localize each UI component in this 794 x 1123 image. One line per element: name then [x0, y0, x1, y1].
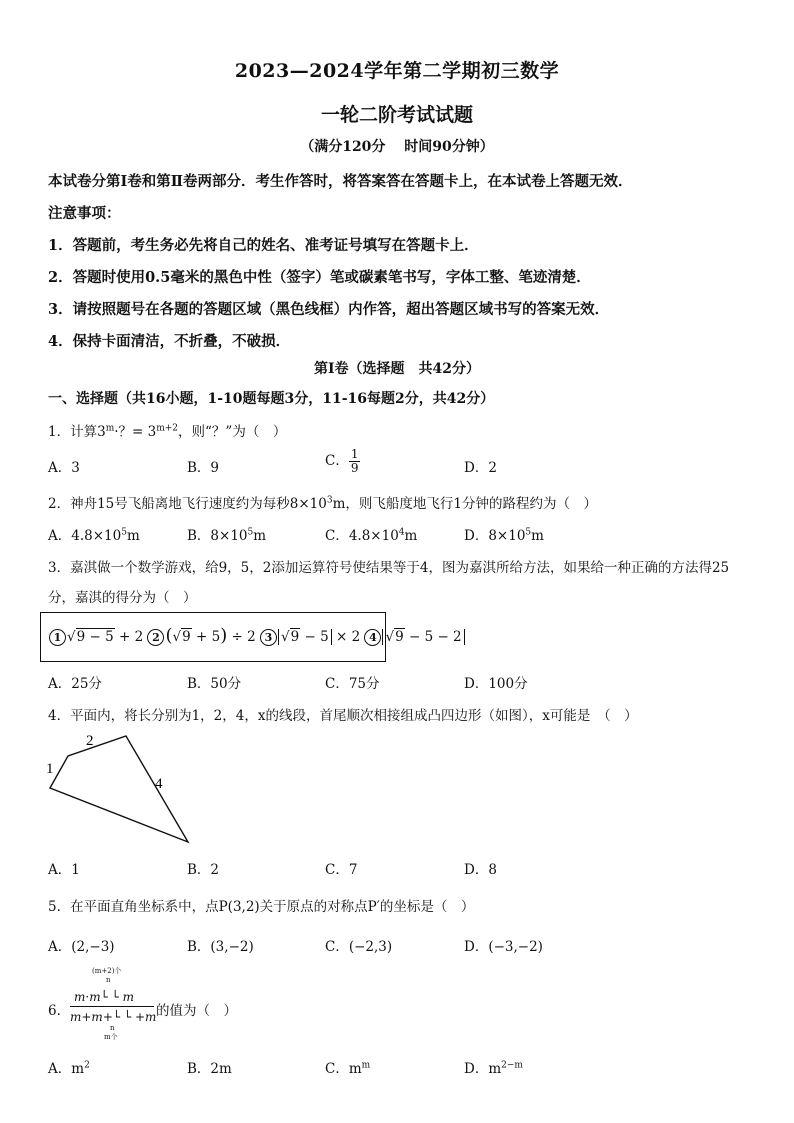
question-1-stem [48, 420, 286, 440]
q2-option-b[interactable] [187, 524, 266, 544]
q2-option-d[interactable] [464, 524, 544, 544]
question-2-stem [48, 492, 597, 512]
intro-text: 本试卷分第Ⅰ卷和第Ⅱ卷两部分．考生作答时，将答案答在答题卡上，在本试卷上答题无效． [48, 173, 633, 190]
question-3-line2: 分，嘉淇的得分为（ ） [48, 590, 197, 606]
q1-option-d[interactable]: D．2 [464, 460, 497, 476]
sup: 5 [121, 527, 127, 538]
q6-option-a[interactable] [48, 1057, 90, 1077]
label: D．8×10 [464, 528, 526, 544]
fraction-bar [70, 1006, 154, 1007]
q6-top-n: n [106, 976, 111, 984]
q2-option-a[interactable] [48, 524, 140, 544]
circled-4: 4 [364, 629, 381, 646]
expr-mid: − 5 − 2 [404, 629, 462, 645]
denominator: 9 [350, 461, 359, 475]
note-item: 3．请按照题号在各题的答题区域（黑色线框）内作答，超出答题区域书写的答案无效． [48, 301, 610, 318]
exam-title: 2023—2024学年第二学期初三数学 [234, 60, 560, 82]
q4-option-c[interactable]: C．7 [325, 862, 358, 878]
q6-numerator: m·m└ └ m [74, 990, 135, 1004]
exam-subtitle: 一轮二阶考试试题 [320, 104, 473, 126]
q3-option-c[interactable]: C．75分 [325, 676, 380, 692]
side-label-1: 1 [46, 761, 54, 777]
question-6-number: 6． [48, 1003, 71, 1019]
sup: 2 [84, 1060, 90, 1071]
q3-option-b[interactable]: B．50分 [187, 676, 242, 692]
q1-option-b[interactable]: B．9 [187, 460, 220, 476]
q1-sup2: m+2 [156, 423, 179, 434]
paren: ( [165, 625, 173, 646]
q3-option-a[interactable]: A．25分 [48, 676, 102, 692]
part1-title: 第Ⅰ卷（选择题 共42分） [313, 361, 481, 377]
expr-tail: + 2 [114, 629, 144, 645]
unit: m [404, 528, 418, 544]
note-item: 4．保持卡面清洁，不折叠，不破损． [48, 333, 291, 350]
q1-sup1: m [105, 423, 115, 434]
q4-option-d[interactable]: D．8 [464, 862, 497, 878]
side-label-2: 2 [86, 733, 94, 749]
q1-option-a[interactable]: A．3 [48, 460, 80, 476]
q6-top-label: (m+2)个 [92, 967, 122, 975]
expr-mid: − 5 [300, 629, 329, 645]
label: C．m [325, 1061, 362, 1077]
q4-option-b[interactable]: B．2 [187, 862, 220, 878]
q6-denominator: m+m+└ └ +m [70, 1010, 157, 1024]
question-5-stem: 5．在平面直角坐标系中，点P(3,2)关于原点的对称点P′的坐标是（ ） [48, 899, 475, 915]
numerator: 1 [350, 447, 359, 461]
q2-sup: 3 [326, 495, 333, 506]
q2-option-c[interactable] [325, 524, 417, 544]
q5-option-c[interactable]: C．(−2,3) [325, 939, 393, 955]
radicand: 9 [290, 629, 300, 645]
q6-option-b[interactable] [187, 1057, 232, 1077]
q1-option-c[interactable] [325, 448, 360, 475]
q5-option-a[interactable]: A．(2,−3) [48, 939, 115, 955]
unit: m [531, 528, 544, 544]
sup: 4 [398, 527, 405, 538]
section1-title: 一、选择题（共16小题，1-10题每题3分，11-16每题2分，共42分） [48, 391, 495, 407]
abs-value: √9 − 5 [278, 629, 332, 645]
q6-bottom-label: m个 [104, 1033, 118, 1041]
note-item: 2．答题时使用0.5毫米的黑色中性（签字）笔或碳素笔书写，字体工整、笔迹清楚． [48, 269, 591, 286]
fraction [349, 448, 361, 475]
q3-method-box [40, 612, 462, 662]
paren: ) [220, 625, 228, 646]
circled-3: 3 [260, 629, 277, 646]
q5-option-b[interactable]: B．(3,−2) [187, 939, 254, 955]
label: B．2m [187, 1061, 232, 1077]
radicand: 9 [395, 629, 404, 645]
expr-tail: ÷ 2 [227, 629, 256, 645]
question-4-stem: 4．平面内，将长分别为1，2，4，x的线段，首尾顺次相接组成凸四边形（如图），x可能是 （ ） [48, 708, 638, 724]
sup: m [361, 1060, 371, 1071]
notes-title: 注意事项： [48, 205, 121, 222]
q1-option-c-label: C． [325, 453, 349, 469]
score-time: （满分120分 时间90分钟） [300, 139, 494, 155]
circled-2: 2 [147, 629, 164, 646]
label: A．4.8×10 [48, 528, 122, 544]
quadrilateral [50, 736, 188, 842]
q6-bottom-n: n [110, 1024, 115, 1032]
q6-post: 的值为（ ） [156, 1003, 237, 1019]
q5-option-d[interactable]: D．(−3,−2) [464, 939, 543, 955]
q1-mid: ·？= 3 [114, 424, 157, 440]
abs-value: √9 − 5 − 2 [382, 629, 464, 645]
q4-quadrilateral-figure [40, 728, 200, 848]
radicand: 9 − 5 [76, 629, 114, 645]
expr-tail: × 2 [331, 629, 361, 645]
label: C．4.8×10 [325, 528, 399, 544]
q6-option-d[interactable] [464, 1057, 523, 1077]
q1-pre: 1．计算3 [48, 424, 106, 440]
q6-option-c[interactable] [325, 1057, 370, 1077]
q2-stem-pre: 2．神舟15号飞船离地飞行速度约为每秒8×10 [48, 496, 327, 512]
q1-post: ，则“？”为（ ） [178, 424, 287, 440]
q3-option-d[interactable]: D．100分 [464, 676, 528, 692]
label: B．8×10 [187, 528, 248, 544]
radical: √9 − 5 [67, 629, 114, 645]
label: D．m [464, 1061, 502, 1077]
note-item: 1．答题前，考生务必先将自己的姓名、准考证号填写在答题卡上． [48, 237, 479, 254]
question-3-line1: 3．嘉淇做一个数学游戏，给9，5，2添加运算符号使结果等于4，图为嘉淇所给方法，如果给一种正确的方法得25 [48, 560, 730, 576]
unit: m [253, 528, 267, 544]
q3-expressions: 1 √9 − 5 + 2 2 (√9 + 5) ÷ 2 3 √9 − 5 × 2 4 √9 − 5 − 2 [49, 625, 465, 646]
radicand: 9 [182, 629, 191, 645]
sup: 2−m [501, 1060, 523, 1071]
sup: 5 [247, 527, 254, 538]
q2-stem-post: m，则飞船度地飞行1分钟的路程约为（ ） [332, 496, 597, 512]
label: A．m [48, 1061, 85, 1077]
expr-mid: + 5 [191, 629, 221, 645]
circled-1: 1 [49, 629, 66, 646]
side-label-4: 4 [155, 776, 163, 792]
sup: 5 [525, 527, 532, 538]
unit: m [126, 528, 140, 544]
q4-option-a[interactable]: A．1 [48, 862, 80, 878]
